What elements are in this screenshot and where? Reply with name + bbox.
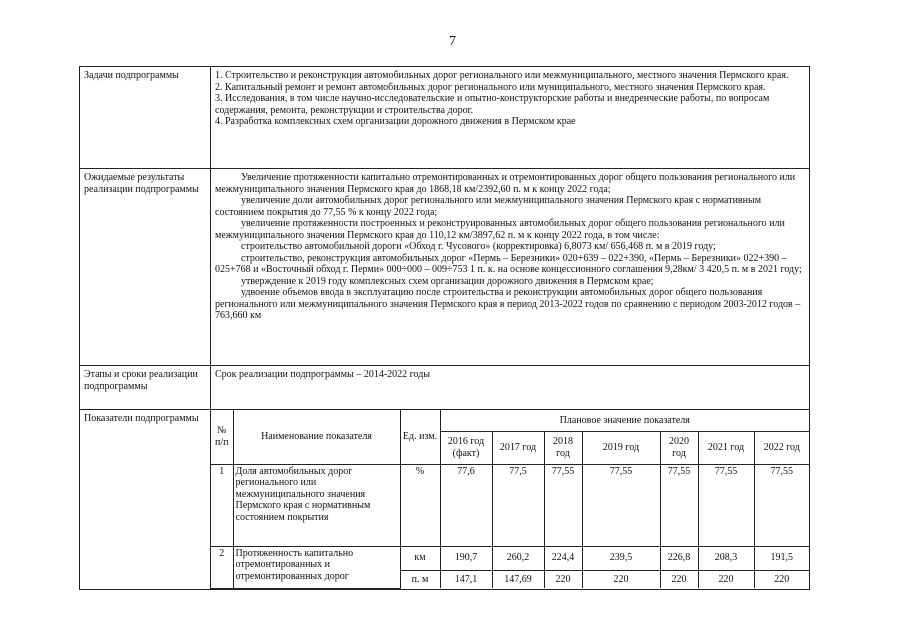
indicator-num: 2 xyxy=(211,546,233,588)
results-row xyxy=(80,169,810,366)
header-planned: Плановое значение показателя xyxy=(440,410,809,431)
result-paragraph: удвоение объемов ввода в эксплуатацию после строительства и реконструкции автомобильных дорог общего пользования регионального или межмуниципального значения Пермского края в период 2013-2022 годов по сравнению с периодом 2003-2012 годов – 763,660 км xyxy=(215,287,801,321)
task-item: 2. Капитальный ремонт и ремонт автомобильных дорог регионального или муниципального, местного значения Пермского края. xyxy=(215,81,766,93)
indicator-value: 239,5 xyxy=(582,546,660,570)
indicator-value: 77,55 xyxy=(582,464,660,546)
stages-label: Этапы и сроки реализации подпрограммы xyxy=(80,366,211,410)
indicator-value: 224,4 xyxy=(544,546,582,570)
task-item: 4. Разработка комплексных схем организации дорожного движения в Пермском крае xyxy=(215,116,576,127)
result-paragraph: строительство, реконструкция автомобильных дорог «Пермь – Березники» 020+639 – 022+390, «Пермь – Березники» 022+390 – 025+768 и «Восточный обход г. Перми» 000÷000 – 009÷753 1 п. к. на основе концессионного соглашения 9,28км/ 3 420,5 п. м в 2021 году; xyxy=(215,252,802,275)
indicator-num: 1 xyxy=(211,464,233,546)
indicator-unit: км xyxy=(400,546,440,570)
indicator-unit: % xyxy=(400,464,440,546)
indicator-value: 77,6 xyxy=(440,464,492,546)
result-paragraph: строительство автомобильной дороги «Обход г. Чусового» (корректировка) 6,8073 км/ 656,468 п. м в 2019 году; xyxy=(241,241,716,252)
header-num: № п/п xyxy=(211,410,233,464)
results-label: Ожидаемые результаты реализации подпрограммы xyxy=(80,169,211,366)
table-row xyxy=(211,546,809,570)
page-number: 7 xyxy=(449,34,456,49)
header-year: 2022 год xyxy=(754,431,809,464)
indicator-value: 77,55 xyxy=(544,464,582,546)
indicators-table xyxy=(211,410,809,589)
indicator-value: 220 xyxy=(582,570,660,588)
indicator-value: 220 xyxy=(660,570,698,588)
subprogram-passport-table xyxy=(79,66,810,590)
indicator-value: 220 xyxy=(544,570,582,588)
indicator-value: 77,55 xyxy=(754,464,809,546)
indicator-value: 147,69 xyxy=(492,570,544,588)
indicators-label: Показатели подпрограммы xyxy=(80,410,211,590)
indicators-row xyxy=(80,410,810,590)
header-year: 2018 год xyxy=(544,431,582,464)
header-year: 2020 год xyxy=(660,431,698,464)
indicator-name: Протяженность капитально отремонтированных и отремонтированных дорог xyxy=(233,546,400,588)
indicator-value: 77,55 xyxy=(698,464,754,546)
indicators-content xyxy=(211,410,810,590)
indicator-value: 260,2 xyxy=(492,546,544,570)
tasks-label: Задачи подпрограммы xyxy=(80,67,211,169)
table-row xyxy=(211,464,809,546)
header-year: 2021 год xyxy=(698,431,754,464)
indicator-name: Доля автомобильных дорог регионального или межмуниципального значения Пермского края с нормативным состоянием покрытия xyxy=(233,464,400,546)
tasks-content xyxy=(211,67,810,169)
result-paragraph: увеличение доли автомобильных дорог регионального или межмуниципального значения Пермского края с нормативным состоянием покрытия до 77,55 % к концу 2022 года; xyxy=(215,195,762,218)
indicator-value: 226,8 xyxy=(660,546,698,570)
stages-row xyxy=(80,366,810,410)
header-unit: Ед. изм. xyxy=(400,410,440,464)
tasks-row xyxy=(80,67,810,169)
header-year: 2016 год (факт) xyxy=(440,431,492,464)
indicator-value: 191,5 xyxy=(754,546,809,570)
indicator-value: 190,7 xyxy=(440,546,492,570)
indicator-value: 208,3 xyxy=(698,546,754,570)
indicator-unit: п. м xyxy=(400,570,440,588)
header-year: 2017 год xyxy=(492,431,544,464)
result-paragraph: Увеличение протяженности капитально отремонтированных и отремонтированных дорог общего пользования регионального или межмуниципального значения Пермского края до 1868,18 км/2392,60 п. м к концу 2022 года; xyxy=(215,172,796,195)
indicator-value: 77,5 xyxy=(492,464,544,546)
header-name: Наименование показателя xyxy=(233,410,400,464)
stages-content: Срок реализации подпрограммы – 2014-2022 годы xyxy=(211,366,810,410)
indicator-value: 220 xyxy=(698,570,754,588)
task-item: 1. Строительство и реконструкция автомобильных дорог регионального или межмуниципального, местного значения Пермского края. xyxy=(215,70,789,81)
indicator-value: 220 xyxy=(754,570,809,588)
task-item: 3. Исследования, в том числе научно-исследовательские и опытно-конструкторские работы и внедренческие работы, по вопросам содержания, ремонта, реконструкции и строительства дорог. xyxy=(215,93,770,116)
indicator-value: 77,55 xyxy=(660,464,698,546)
header-year: 2019 год xyxy=(582,431,660,464)
result-paragraph: утверждение к 2019 году комплексных схем организации дорожного движения в Пермском крае; xyxy=(241,275,654,287)
indicator-value: 147,1 xyxy=(440,570,492,588)
results-content xyxy=(211,169,810,366)
result-paragraph: увеличение протяженности построенных и реконструированных автомобильных дорог общего пользования регионального или межмуниципального значения Пермского края до 110,12 км/3897,62 п. м к концу 2022 года, в том числе: xyxy=(215,218,785,241)
